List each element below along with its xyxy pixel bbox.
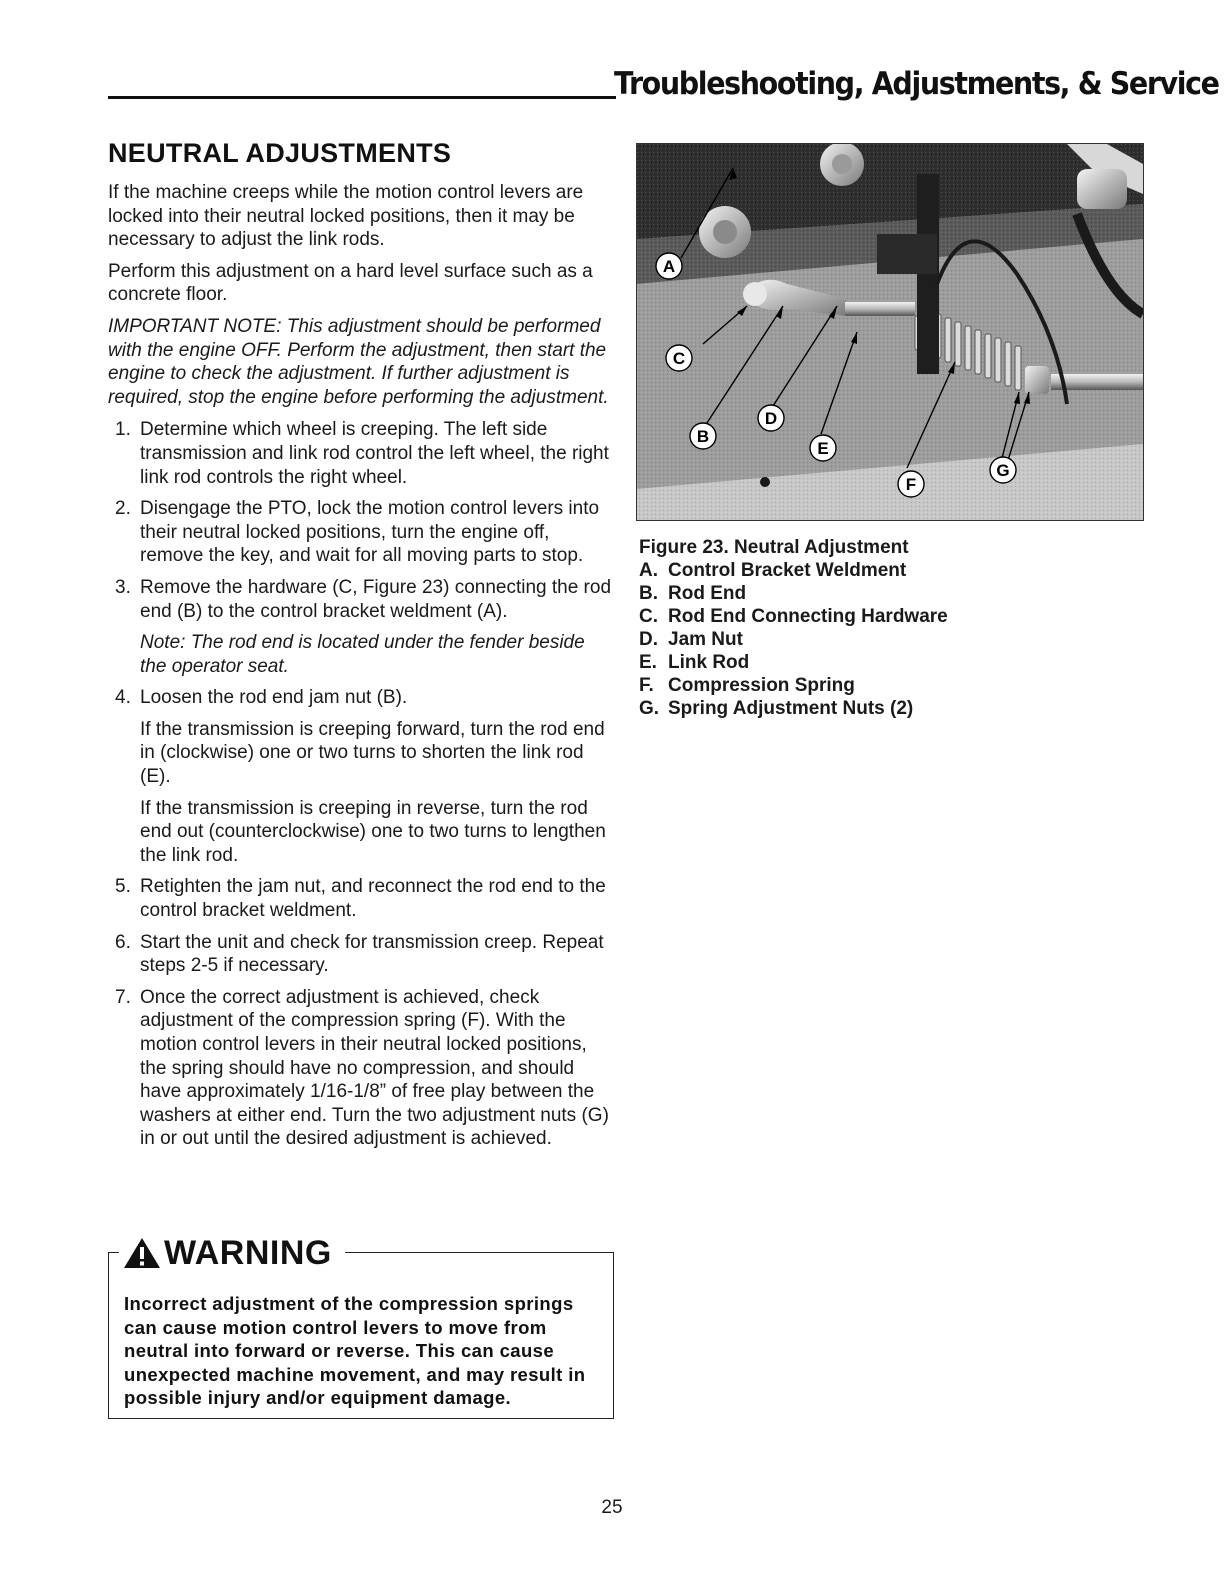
caption-item <box>639 628 1139 651</box>
step-text: Retighten the jam nut, and reconnect the rod end to the control bracket weldment. <box>140 876 606 922</box>
caption-text: Spring Adjustment Nuts (2) <box>668 698 914 719</box>
step-item <box>108 418 613 489</box>
caption-text: Jam Nut <box>668 629 743 650</box>
figure-23-photo <box>636 143 1144 521</box>
callout-a: A <box>662 257 676 276</box>
caption-letter: F. <box>639 675 654 696</box>
caption-letter: E. <box>639 652 657 673</box>
caption-text: Rod End <box>668 583 747 604</box>
step-number: 6. <box>115 931 131 953</box>
warning-triangle-icon <box>123 1237 161 1269</box>
figure-caption <box>639 536 1139 720</box>
main-text-column <box>108 138 613 1159</box>
step-text: Determine which wheel is creeping. The left side transmission and link rod control the left wheel, the right link rod controls the right wheel. <box>140 419 609 488</box>
step-number: 4. <box>115 687 131 709</box>
step-item <box>108 875 613 922</box>
step-item <box>108 497 613 568</box>
callout-c: C <box>672 349 686 368</box>
caption-item <box>639 697 1139 720</box>
step-item <box>108 686 613 867</box>
step-number: 7. <box>115 986 131 1008</box>
intro-paragraph-1: If the machine creeps while the motion control levers are locked into their neutral locked positions, then it may be necessary to adjust the link rods. <box>108 182 584 251</box>
caption-item <box>639 651 1139 674</box>
step-item <box>108 931 613 978</box>
step-subparagraph-forward: If the transmission is creeping forward, turn the rod end in (clockwise) one or two turns to shorten the link rod (E). <box>140 718 605 788</box>
step-text: Once the correct adjustment is achieved, check adjustment of the compression spring (F). With the motion control levers in their neutral locked positions, the spring should have no compression, and should have approximately 1/16-1/8” of free play between the washers at either end. Turn the two adjustment nuts (G) in or out until the desired adjustment is achieved. <box>140 986 609 1150</box>
intro-paragraph-2: Perform this adjustment on a hard level surface such as a concrete floor. <box>108 260 593 306</box>
warning-label: WARNING <box>164 1233 332 1272</box>
step-item <box>108 986 613 1151</box>
header-rule <box>108 96 616 99</box>
caption-item <box>639 674 1139 697</box>
caption-letter: G. <box>639 698 660 719</box>
warning-text: Incorrect adjustment of the compression springs can cause motion control levers to move from neutral into forward or reverse. This can cause unexpected machine movement, and may result in possible injury and/or equipment damage. <box>124 1293 586 1408</box>
caption-item <box>639 582 1139 605</box>
page-header-title: Troubleshooting, Adjustments, & Service <box>614 66 1219 102</box>
caption-item <box>639 559 1139 582</box>
step-text: Disengage the PTO, lock the motion control levers into their neutral locked positions, turn the engine off, remove the key, and wait for all moving parts to stop. <box>140 498 600 567</box>
neutral-adjustment-illustration <box>637 144 1143 520</box>
warning-border-top-left <box>109 1252 119 1253</box>
step-subparagraph-reverse: If the transmission is creeping in reverse, turn the rod end out (counterclockwise) one to two turns to lengthen the link rod. <box>140 797 606 866</box>
callout-d: D <box>764 409 778 428</box>
step-note: Note: The rod end is located under the fender beside the operator seat. <box>140 632 585 677</box>
callout-b: B <box>696 427 710 446</box>
callout-f: F <box>905 475 917 494</box>
caption-text: Compression Spring <box>668 675 855 696</box>
caption-text: Link Rod <box>668 652 750 673</box>
caption-letter: A. <box>639 560 658 581</box>
warning-border-top-right <box>345 1252 613 1253</box>
caption-letter: D. <box>639 629 658 650</box>
caption-item <box>639 605 1139 628</box>
page-number: 25 <box>601 1497 623 1518</box>
caption-text: Control Bracket Weldment <box>668 560 907 581</box>
caption-text: Rod End Connecting Hardware <box>668 606 948 627</box>
caption-title: Figure 23. Neutral Adjustment <box>639 537 909 558</box>
step-number: 2. <box>115 498 131 520</box>
callout-g: G <box>996 461 1010 480</box>
caption-letter: B. <box>639 583 658 604</box>
steps-list <box>108 418 613 1151</box>
caption-letter: C. <box>639 606 658 627</box>
callout-e: E <box>817 439 829 458</box>
step-text: Start the unit and check for transmission creep. Repeat steps 2-5 if necessary. <box>140 931 604 977</box>
step-number: 3. <box>115 576 131 598</box>
section-heading: NEUTRAL ADJUSTMENTS <box>108 138 452 168</box>
step-number: 1. <box>115 419 131 441</box>
step-item <box>108 576 613 678</box>
step-number: 5. <box>115 876 131 898</box>
step-text: Loosen the rod end jam nut (B). <box>140 687 408 709</box>
warning-box <box>108 1233 614 1419</box>
warning-header <box>119 1235 336 1271</box>
important-note: IMPORTANT NOTE: This adjustment should be performed with the engine OFF. Perform the adjustment, then start the engine to check the adjustment. If further adjustment is required, stop the engine before performing the adjustment. <box>108 315 609 408</box>
step-text: Remove the hardware (C, Figure 23) connecting the rod end (B) to the control bracket weldment (A). <box>140 576 612 622</box>
